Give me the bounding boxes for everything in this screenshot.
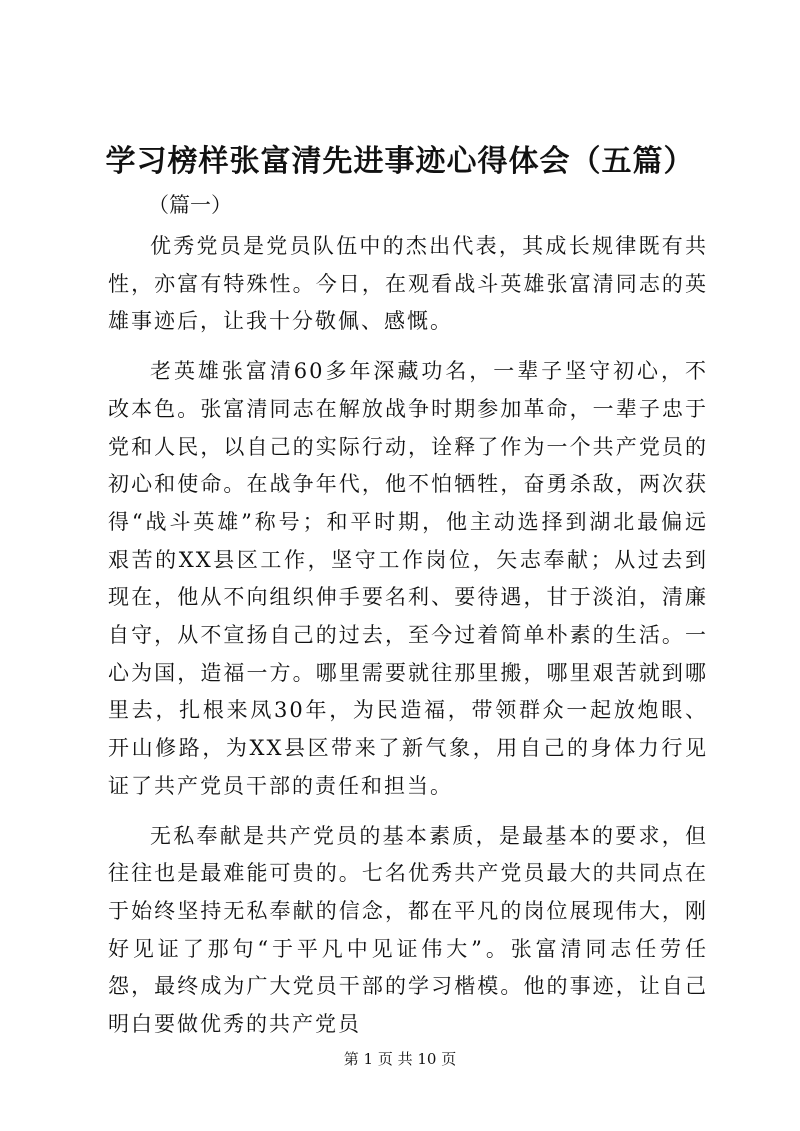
document-title: 学习榜样张富清先进事迹心得体会（五篇） <box>105 144 695 179</box>
paragraph: 无私奉献是共产党员的基本素质，是最基本的要求，但往往也是最难能可贵的。七名优秀共产党员最大的共同点在于始终坚持无私奉献的信念，都在平凡的岗位展现伟大，刚好见证了那句“于平凡中见证伟大”。张富清同志任劳任怨，最终成为广大党员干部的学习楷模。他的事迹，让自己明白要做优秀的共产党员 <box>108 823 708 1037</box>
paragraph: 老英雄张富清60多年深藏功名，一辈子坚守初心，不改本色。张富清同志在解放战争时期参加革命，一辈子忠于党和人民，以自己的实际行动，诠释了作为一个共产党员的初心和使命。在战争年代，他不怕牺牲，奋勇杀敌，两次获得“战斗英雄”称号；和平时期，他主动选择到湖北最偏远艰苦的XX县区工作，坚守工作岗位，矢志奉献；从过去到现在，他从不向组织伸手要名利、要待遇，甘于淡泊，清廉自守，从不宣扬自己的过去，至今过着简单朴素的生活。一心为国，造福一方。哪里需要就往那里搬，哪里艰苦就到哪里去，扎根来凤30年，为民造福，带领群众一起放炮眼、开山修路，为XX县区带来了新气象，用自己的身体力行见证了共产党员干部的责任和担当。 <box>108 359 708 798</box>
section-label: （篇一） <box>148 193 232 217</box>
page-footer: 第 1 页 共 10 页 <box>343 1050 457 1068</box>
document-body <box>108 228 708 1044</box>
paragraph: 优秀党员是党员队伍中的杰出代表，其成长规律既有共性，亦富有特殊性。今日，在观看战斗英雄张富清同志的英雄事迹后，让我十分敬佩、感慨。 <box>108 234 708 334</box>
